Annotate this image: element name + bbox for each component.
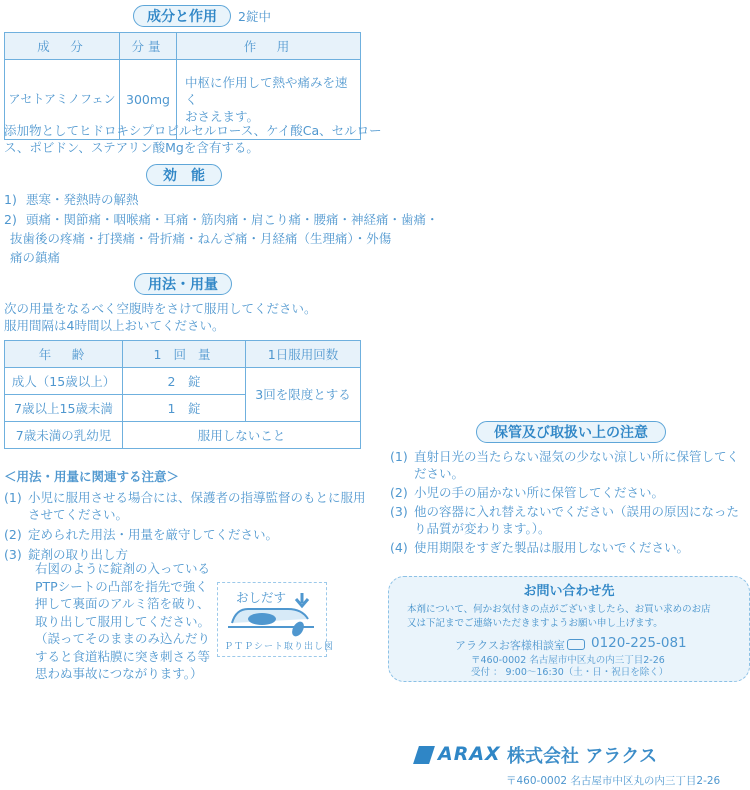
effect-line: 中枢に作用して熱や痛みを速く: [185, 75, 348, 107]
col-effect: 作 用: [177, 33, 361, 60]
contact-desk: アラクスお客様相談室: [455, 639, 565, 652]
item-line: 錠剤の取り出し方: [28, 547, 129, 562]
item-line: 直射日光の当たらない湿気の少ない涼しい所に保管してく: [414, 449, 740, 464]
ingredients-heading: 成分と作用: [133, 5, 231, 27]
dosage-table: [4, 340, 361, 449]
item-number: (1): [390, 449, 408, 464]
takeout-line: （誤ってそのままのみ込んだり: [35, 631, 211, 646]
usage-line: 次の用量をなるべく空腹時をさけて服用してください。: [4, 301, 317, 316]
ptp-press-icon: [218, 587, 326, 641]
age-child: 7歳以上15歳未満: [5, 395, 123, 422]
usage-intro: [4, 300, 317, 334]
figure-label: おしだす: [236, 590, 287, 605]
item-line: 抜歯後の疼痛・打撲痛・骨折痛・ねんざ痛・月経痛（生理痛）・外傷: [10, 231, 392, 246]
item-number: (1): [4, 490, 22, 505]
col-times: 1日服用回数: [246, 341, 361, 368]
item-line: 頭痛・関節痛・咽喉痛・耳痛・筋肉痛・肩こり痛・腰痛・神経痛・歯痛・: [26, 212, 439, 227]
arax-logo-mark: [413, 746, 435, 764]
contact-hours: 受付 ： 9:00～16:30（土・日・祝日を除く）: [471, 667, 669, 678]
precautions-heading: ＜用法・用量に関連する注意＞: [4, 469, 180, 484]
item-line: 定められた用法・用量を厳守してください。: [28, 527, 279, 542]
logo-text: ARAX: [437, 743, 501, 765]
takeout-line: 押して裏面のアルミ箔を破り、: [35, 596, 210, 611]
takeout-instructions: [35, 560, 210, 683]
col-ingredient: 成 分: [5, 33, 120, 60]
storage-item: [390, 503, 750, 537]
item-line: 痛の鎮痛: [10, 250, 61, 265]
storage-item: [390, 448, 750, 482]
effect-line: おさえます。: [185, 109, 260, 124]
contact-line: 又は下記までご連絡いただきますようお願い申し上げます。: [407, 618, 663, 629]
precaution-item: [4, 526, 374, 543]
item-line: 小児の手の届かない所に保管してください。: [414, 485, 665, 500]
ingredient-amount: 300mg: [120, 60, 177, 140]
item-line: 小児に服用させる場合には、保護者の指導監督のもとに服用: [28, 490, 366, 505]
precaution-item: [4, 489, 374, 523]
efficacy-heading: 効 能: [146, 164, 222, 186]
contact-address: 〒460-0002 名古屋市中区丸の内三丁目2-26: [471, 655, 665, 666]
efficacy-item: [4, 191, 374, 208]
usage-line: 服用間隔は4時間以上おいてください。: [4, 318, 225, 333]
item-line: 使用期限をすぎた製品は服用しないでください。: [414, 540, 690, 555]
age-infant: 7歳未満の乳幼児: [5, 422, 123, 449]
precautions-list: [4, 489, 374, 563]
usage-heading: 用法・用量: [134, 273, 232, 295]
takeout-line: 取り出して服用してください。: [35, 613, 211, 629]
storage-list: [390, 448, 750, 556]
storage-heading: 保管及び取扱い上の注意: [476, 421, 666, 443]
item-line: り品質が変わります。）。: [414, 521, 551, 536]
dose-note: 2錠中: [238, 9, 271, 24]
storage-item: [390, 484, 750, 501]
item-line: ださい。: [414, 466, 465, 481]
additives-line: ス、ポビドン、ステアリン酸Mgを含有する。: [4, 140, 259, 155]
item-number: (2): [4, 527, 22, 542]
takeout-line: PTPシートの凸部を指先で強く: [35, 578, 208, 594]
age-adult: 成人（15歳以上）: [5, 368, 123, 395]
contact-phone: 0120-225-081: [591, 635, 687, 651]
efficacy-item: [4, 210, 439, 267]
item-line: 悪寒・発熱時の解熱: [26, 192, 139, 207]
company-name: 株式会社 アラクス: [507, 746, 658, 767]
item-line: 他の容器に入れ替えないでください（誤用の原因になった: [414, 504, 740, 519]
dose-child: 1 錠: [123, 395, 246, 422]
item-number: (4): [390, 540, 408, 555]
infant-note: 服用しないこと: [123, 422, 361, 449]
company-address: 〒460-0002 名古屋市中区丸の内三丁目2-26: [506, 775, 721, 787]
item-number: (3): [390, 504, 408, 519]
storage-item: [390, 539, 750, 556]
item-number: (3): [4, 547, 22, 562]
efficacy-list: [4, 191, 439, 267]
item-number: 1): [4, 192, 17, 207]
col-amount: 分量: [120, 33, 177, 60]
item-number: 2): [4, 212, 17, 227]
takeout-line: 思わぬ事故につながります。）: [35, 666, 203, 681]
item-number: (2): [390, 485, 408, 500]
contact-box: [388, 576, 750, 682]
col-dose: 1 回 量: [123, 341, 246, 368]
additives: [4, 122, 382, 156]
ingredient-name: アセトアミノフェン: [5, 60, 120, 140]
item-line: させてください。: [28, 507, 129, 522]
company-logo: [416, 745, 501, 769]
ptp-figure: [217, 582, 335, 657]
col-age: 年 齢: [5, 341, 123, 368]
takeout-line: 右図のように錠剤の入っている: [35, 561, 211, 576]
contact-line: 本剤について、何かお気付きの点がございましたら、お買い求めのお店: [407, 604, 711, 615]
daily-times: 3回を限度とする: [246, 368, 361, 422]
freedial-icon: [567, 639, 585, 650]
dose-adult: 2 錠: [123, 368, 246, 395]
additives-line: 添加物としてヒドロキシプロピルセルロース、ケイ酸Ca、セルロー: [4, 123, 382, 138]
contact-title: お問い合わせ先: [523, 584, 615, 599]
takeout-line: すると食道粘膜に突き刺さる等: [35, 648, 211, 664]
figure-caption: ＰＴＰシート取り出し図: [224, 642, 335, 652]
